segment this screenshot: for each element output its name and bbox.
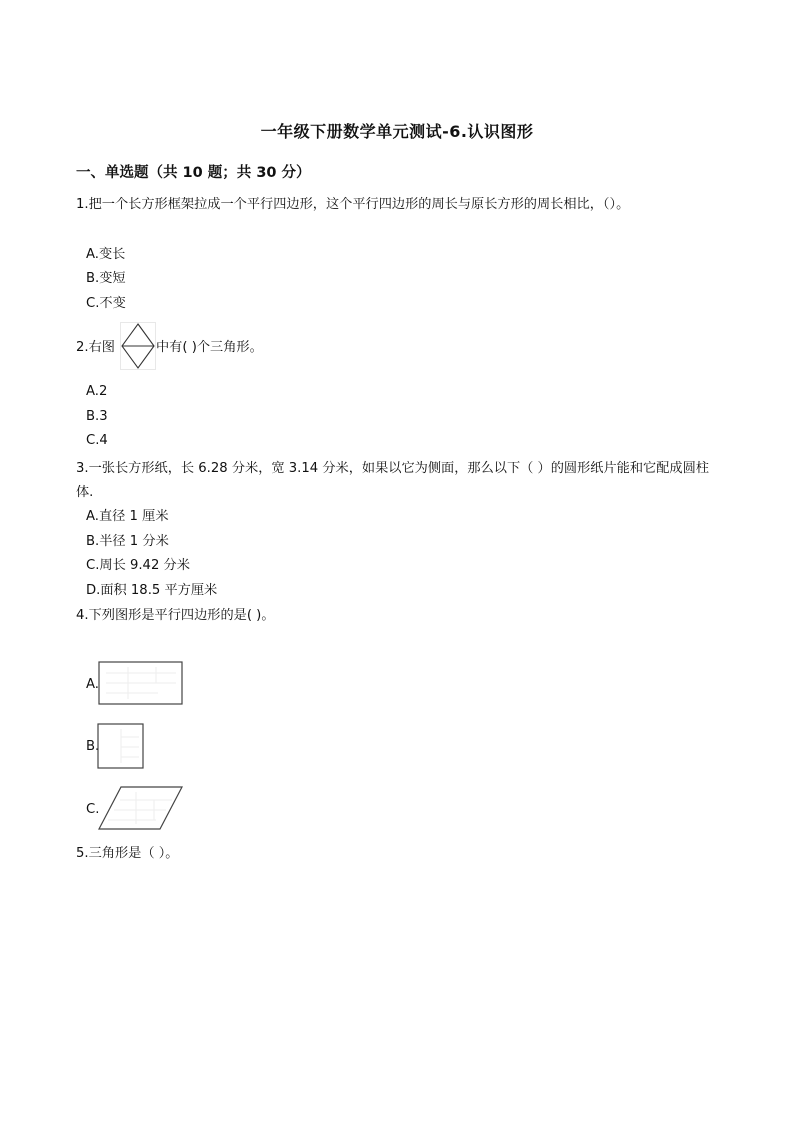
diamond-with-diagonal-icon — [120, 322, 156, 370]
question-4-stem: 4.下列图形是平行四边形的是( )。 — [76, 608, 275, 623]
question-4-option-a-label: A. — [86, 677, 99, 692]
question-4-option-b-label: B. — [86, 739, 100, 754]
question-3-option-b: B.半径 1 分米 — [86, 534, 169, 549]
question-2-option-b: B.3 — [86, 409, 108, 424]
question-4-option-c-label: C. — [86, 802, 100, 817]
question-2-option-a: A.2 — [86, 384, 108, 399]
question-1-option-b: B.变短 — [86, 271, 126, 286]
rectangle-figure-icon — [98, 661, 184, 705]
question-2-option-c: C.4 — [86, 433, 108, 448]
question-5-stem: 5.三角形是（ ）。 — [76, 846, 179, 861]
question-1-option-a: A.变长 — [86, 247, 126, 262]
question-3-option-d: D.面积 18.5 平方厘米 — [86, 583, 218, 598]
question-3-option-a: A.直径 1 厘米 — [86, 509, 169, 524]
question-3-option-c: C.周长 9.42 分米 — [86, 558, 190, 573]
question-2-stem-end: 中有( )个三角形。 — [156, 340, 263, 355]
section-heading: 一、单选题（共 10 题；共 30 分） — [76, 165, 311, 181]
question-1-stem: 1.把一个长方形框架拉成一个平行四边形，这个平行四边形的周长与原长方形的周长相比，（）。 — [76, 197, 630, 212]
square-figure-icon — [97, 723, 145, 770]
question-3-stem: 3.一张长方形纸，长 6.28 分米，宽 3.14 分米，如果以它为侧面，那么以下（ ）的圆形纸片能和它配成圆柱体. — [76, 461, 709, 500]
question-1-option-c: C.不变 — [86, 296, 126, 311]
page-title: 一年级下册数学单元测试-6.认识图形 — [260, 122, 534, 141]
question-2-stem-start: 2.右图 — [76, 340, 115, 355]
parallelogram-figure-icon — [98, 786, 184, 830]
